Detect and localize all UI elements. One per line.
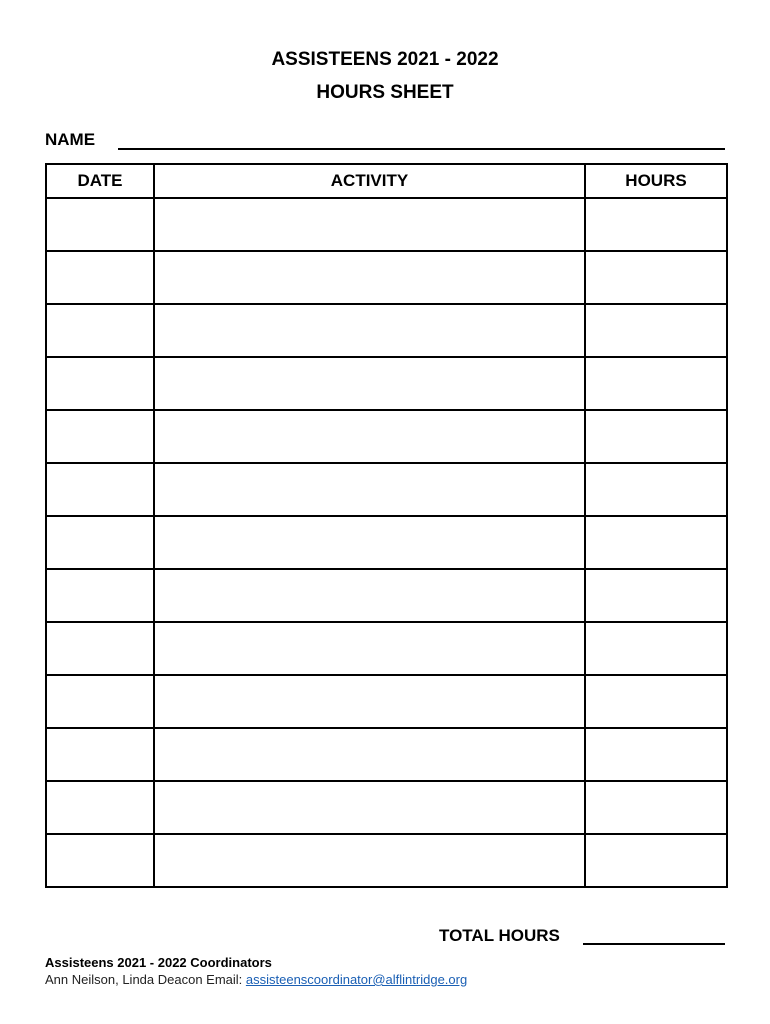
cell-activity[interactable] [154, 622, 585, 675]
table-row [46, 728, 727, 781]
name-label: NAME [45, 130, 96, 149]
cell-date[interactable] [46, 463, 154, 516]
cell-hours[interactable] [585, 357, 727, 410]
cell-activity[interactable] [154, 569, 585, 622]
hours-table [45, 163, 728, 888]
table-header-row [46, 164, 727, 198]
table-row [46, 410, 727, 463]
cell-hours[interactable] [585, 728, 727, 781]
cell-hours[interactable] [585, 251, 727, 304]
cell-activity[interactable] [154, 463, 585, 516]
page-title: ASSISTEENS 2021 - 2022 [271, 49, 499, 70]
cell-activity[interactable] [154, 251, 585, 304]
column-header-date: DATE [46, 164, 154, 198]
cell-hours[interactable] [585, 304, 727, 357]
cell-activity[interactable] [154, 357, 585, 410]
cell-hours[interactable] [585, 781, 727, 834]
cell-date[interactable] [46, 728, 154, 781]
cell-activity[interactable] [154, 304, 585, 357]
cell-activity[interactable] [154, 410, 585, 463]
cell-date[interactable] [46, 622, 154, 675]
table-row [46, 304, 727, 357]
total-hours-label: TOTAL HOURS [439, 926, 560, 945]
cell-hours[interactable] [585, 198, 727, 251]
table-row [46, 834, 727, 887]
cell-date[interactable] [46, 569, 154, 622]
cell-date[interactable] [46, 781, 154, 834]
name-field[interactable] [118, 148, 725, 150]
cell-date[interactable] [46, 198, 154, 251]
cell-hours[interactable] [585, 410, 727, 463]
table-row [46, 569, 727, 622]
footer-coordinator-names: Ann Neilson, Linda Deacon Email: [45, 972, 246, 987]
cell-date[interactable] [46, 516, 154, 569]
cell-activity[interactable] [154, 675, 585, 728]
cell-activity[interactable] [154, 781, 585, 834]
table-row [46, 675, 727, 728]
cell-activity[interactable] [154, 728, 585, 781]
cell-activity[interactable] [154, 198, 585, 251]
cell-date[interactable] [46, 675, 154, 728]
table-row [46, 357, 727, 410]
column-header-activity: ACTIVITY [154, 164, 585, 198]
cell-date[interactable] [46, 410, 154, 463]
cell-activity[interactable] [154, 516, 585, 569]
total-hours-field[interactable] [583, 943, 725, 945]
table-body [46, 198, 727, 887]
cell-date[interactable] [46, 251, 154, 304]
table-row [46, 622, 727, 675]
footer-coordinators-title: Assisteens 2021 - 2022 Coordinators [45, 955, 272, 970]
table-row [46, 463, 727, 516]
cell-activity[interactable] [154, 834, 585, 887]
cell-hours[interactable] [585, 834, 727, 887]
cell-hours[interactable] [585, 622, 727, 675]
cell-date[interactable] [46, 834, 154, 887]
cell-hours[interactable] [585, 463, 727, 516]
email-link[interactable]: assisteenscoordinator@alflintridge.org [245, 972, 468, 987]
column-header-hours: HOURS [585, 164, 727, 198]
cell-hours[interactable] [585, 675, 727, 728]
table-row [46, 781, 727, 834]
cell-date[interactable] [46, 357, 154, 410]
footer-contact [45, 972, 467, 988]
table-row [46, 251, 727, 304]
page-subtitle: HOURS SHEET [316, 82, 454, 103]
table-row [46, 198, 727, 251]
cell-date[interactable] [46, 304, 154, 357]
table-row [46, 516, 727, 569]
cell-hours[interactable] [585, 569, 727, 622]
cell-hours[interactable] [585, 516, 727, 569]
